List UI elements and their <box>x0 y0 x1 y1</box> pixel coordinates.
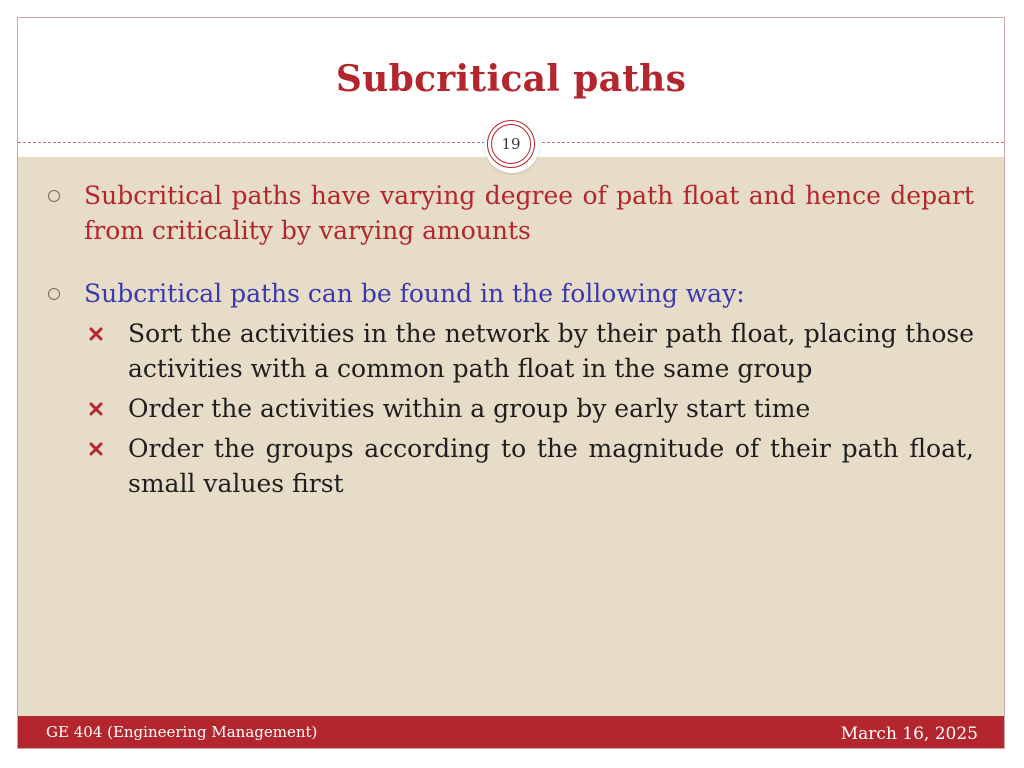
sub-bullet-3 <box>88 431 974 501</box>
sub-bullet-2 <box>88 391 974 426</box>
slide-title: Subcritical paths <box>335 58 687 100</box>
sub-bullet-3-text: Order the groups according to the magnitude of their path float, small values first <box>128 434 974 498</box>
sub-bullet-1 <box>88 316 974 386</box>
hollow-circle-icon <box>48 190 60 202</box>
sub-bullet-2-text: Order the activities within a group by early start time <box>128 394 811 423</box>
slide-frame <box>17 17 1005 749</box>
x-cross-icon <box>88 442 104 456</box>
footer-course: GE 404 (Engineering Management) <box>46 723 318 741</box>
page-number: 19 <box>491 124 531 164</box>
x-cross-icon <box>88 327 104 341</box>
bullet-2-text: Subcritical paths can be found in the following way: <box>84 279 745 308</box>
slide-footer <box>18 716 1004 749</box>
sub-bullet-1-text: Sort the activities in the network by their path float, placing those activities with a common path float in the same group <box>128 319 974 383</box>
footer-date: March 16, 2025 <box>840 724 978 744</box>
bullet-1-text: Subcritical paths have varying degree of path float and hence depart from criticality by varying amounts <box>84 181 974 245</box>
bullet-1 <box>48 178 974 248</box>
page-number-badge <box>484 117 540 173</box>
hollow-circle-icon <box>48 288 60 300</box>
bullet-2 <box>48 276 974 501</box>
x-cross-icon <box>88 402 104 416</box>
